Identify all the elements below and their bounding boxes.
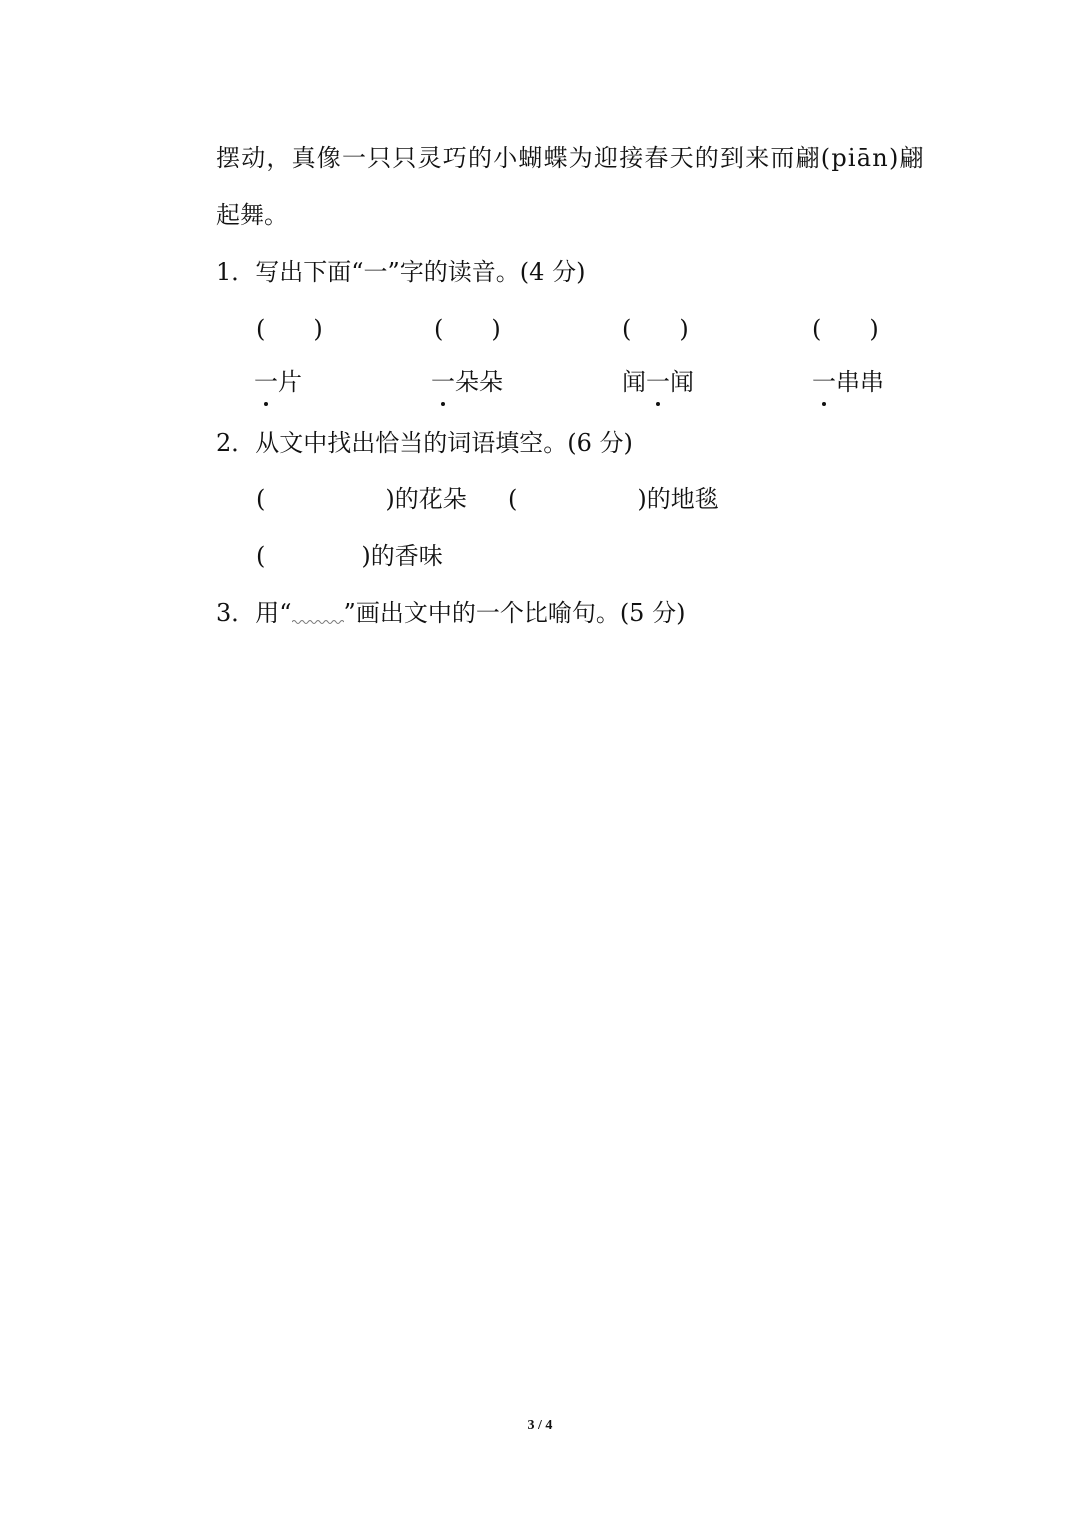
word-4: 一串串 bbox=[812, 368, 884, 396]
answer-blank-2[interactable]: ( ) bbox=[434, 315, 501, 343]
fill-item-fragrance[interactable]: ( )的香味 bbox=[256, 542, 443, 570]
passage-line-1: 摆动，真像一只只灵巧的小蝴蝶为迎接春天的到来而翩(piān)翩 bbox=[216, 144, 925, 172]
answer-blank-3[interactable]: ( ) bbox=[622, 315, 689, 343]
question-3-prompt: 3．用“ ”画出文中的一个比喻句。(5 分) bbox=[216, 599, 686, 627]
dotted-char: 一 bbox=[254, 368, 278, 396]
word-1: 一片 bbox=[254, 368, 302, 396]
word-2: 一朵朵 bbox=[431, 368, 503, 396]
fill-item-carpet[interactable]: ( )的地毯 bbox=[508, 485, 719, 513]
question-1-prompt: 1．写出下面“一”字的读音。(4 分) bbox=[216, 258, 586, 286]
dotted-char: 一 bbox=[431, 368, 455, 396]
fill-item-flower[interactable]: ( )的花朵 bbox=[256, 485, 467, 513]
question-2-prompt: 2．从文中找出恰当的词语填空。(6 分) bbox=[216, 429, 633, 457]
answer-blank-1[interactable]: ( ) bbox=[256, 315, 323, 343]
dotted-char: 一 bbox=[812, 368, 836, 396]
word-3: 闻一闻 bbox=[622, 368, 694, 396]
page-number: 3 / 4 bbox=[527, 1418, 553, 1433]
answer-blank-4[interactable]: ( ) bbox=[812, 315, 879, 343]
passage-line-2: 起舞。 bbox=[216, 201, 288, 229]
dotted-char: 一 bbox=[646, 368, 670, 396]
wavy-underline-icon bbox=[292, 601, 344, 621]
